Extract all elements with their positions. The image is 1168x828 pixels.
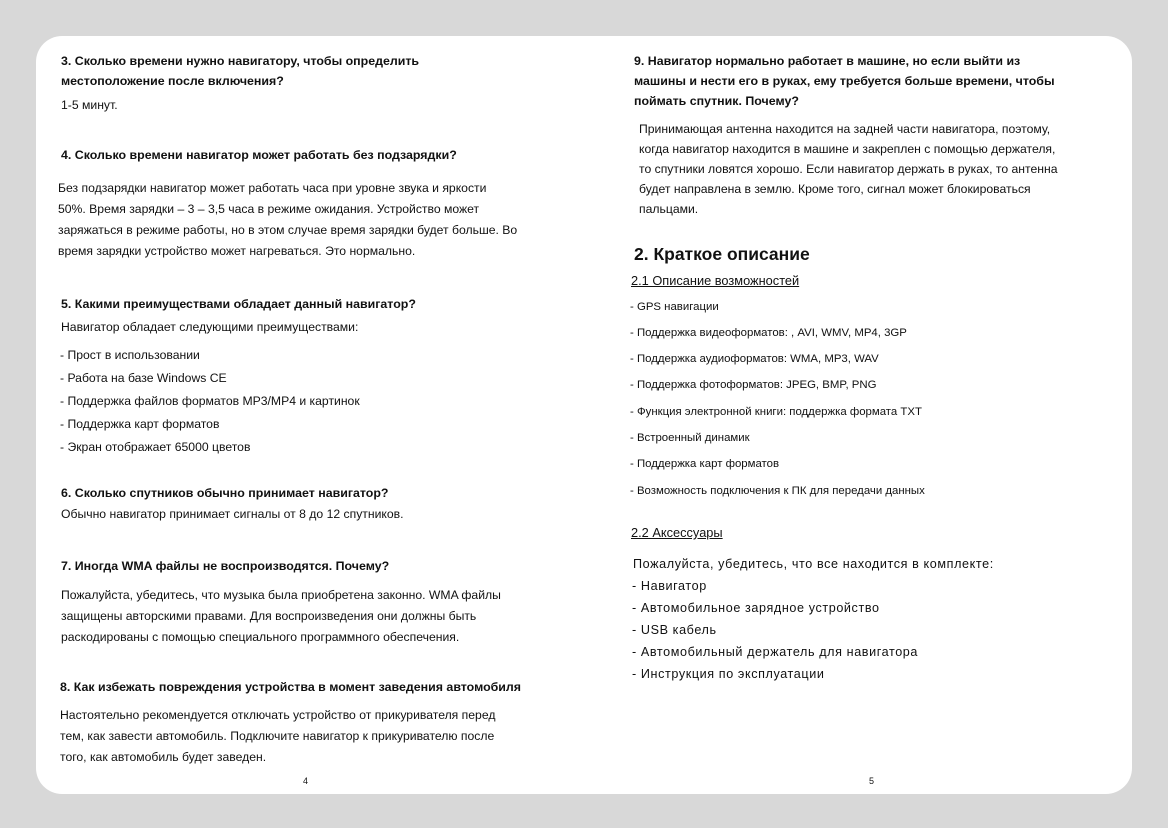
feature-item: - Поддержка видеоформатов: , AVI, WMV, MP4, 3GP [630, 327, 907, 339]
q5-intro: Навигатор обладает следующими преимуществами: [61, 320, 359, 334]
accessories-intro: Пожалуйста, убедитесь, что все находится в комплекте: [633, 557, 994, 571]
q3-title [61, 51, 419, 91]
page-left [36, 36, 584, 794]
page-right [584, 36, 1132, 794]
feature-item: - Функция электронной книги: поддержка формата TXT [630, 406, 922, 418]
q3-answer: 1-5 минут. [61, 98, 118, 112]
q6-answer: Обычно навигатор принимает сигналы от 8 до 12 спутников. [61, 507, 404, 521]
list-item: - Работа на базе Windows CE [60, 371, 227, 385]
q7-answer-line: защищены авторскими правами. Для воспроизведения они должны быть [61, 609, 477, 623]
feature-item: - Поддержка фотоформатов: JPEG, BMP, PNG [630, 379, 877, 391]
list-item: - Автомобильный держатель для навигатора [632, 645, 919, 659]
q9-answer-line: когда навигатор находится в машине и закреплен с помощью держателя, [639, 142, 1056, 156]
q9-answer-line: Принимающая антенна находится на задней части навигатора, поэтому, [639, 122, 1051, 136]
feature-item: - Встроенный динамик [630, 432, 750, 444]
feature-item: - Возможность подключения к ПК для передачи данных [630, 485, 925, 497]
q7-title: 7. Иногда WMA файлы не воспроизводятся. Почему? [61, 559, 390, 573]
q7-answer-line: раскодированы с помощью специального программного обеспечения. [61, 630, 460, 644]
list-item: - Прост в использовании [60, 348, 200, 362]
page-number: 4 [303, 776, 309, 786]
q4-answer-line: время зарядки устройство может нагреваться. Это нормально. [58, 244, 416, 258]
list-item: - Поддержка файлов форматов MP3/MP4 и картинок [60, 394, 360, 408]
q9-answer-line: будет направлена в землю. Кроме того, сигнал может блокироваться [639, 182, 1031, 196]
list-item: - Автомобильное зарядное устройство [632, 601, 880, 615]
q8-title: 8. Как избежать повреждения устройства в момент заведения автомобиля [60, 680, 522, 694]
accessories-list [632, 575, 918, 685]
q7-answer [61, 585, 501, 648]
list-item: - Инструкция по эксплуатации [632, 667, 825, 681]
q8-answer-line: того, как автомобиль будет заведен. [60, 750, 267, 764]
list-item: - Навигатор [632, 579, 707, 593]
feature-item: - Поддержка карт форматов [630, 458, 780, 470]
q8-answer [60, 705, 495, 768]
feature-item: - Поддержка аудиоформатов: WMA, MP3, WAV [630, 353, 879, 365]
q9-answer-line: то спутники ловятся хорошо. Если навигатор держать в руках, то антенна [639, 162, 1058, 176]
q7-answer-line: Пожалуйста, убедитесь, что музыка была приобретена законно. WMA файлы [61, 588, 501, 602]
q4-answer-line: 50%. Время зарядки – 3 – 3,5 часа в режиме ожидания. Устройство может [58, 202, 480, 216]
q9-title-line: поймать спутник. Почему? [634, 94, 799, 108]
subsection-heading-features: 2.1 Описание возможностей [631, 273, 800, 288]
list-item: - Экран отображает 65000 цветов [60, 440, 251, 454]
list-item: - Поддержка карт форматов [60, 417, 220, 431]
q8-answer-line: Настоятельно рекомендуется отключать устройство от прикуривателя перед [60, 708, 496, 722]
q5-list [60, 344, 360, 459]
q6-title: 6. Сколько спутников обычно принимает навигатор? [61, 486, 389, 500]
q3-title-line: местоположение после включения? [61, 74, 284, 88]
q9-title-line: 9. Навигатор нормально работает в машине, но если выйти из [634, 54, 1021, 68]
booklet-spread [36, 36, 1132, 794]
q4-title: 4. Сколько времени навигатор может работать без подзарядки? [61, 148, 457, 162]
subsection-heading-accessories: 2.2 Аксессуары [631, 525, 723, 540]
q9-answer-line: пальцами. [639, 202, 699, 216]
section-heading: 2. Краткое описание [634, 244, 810, 264]
list-item: - USB кабель [632, 623, 717, 637]
q9-title-line: машины и нести его в руках, ему требуется больше времени, чтобы [634, 74, 1055, 88]
q5-title: 5. Какими преимуществами обладает данный навигатор? [61, 297, 416, 311]
q8-answer-line: тем, как завести автомобиль. Подключите навигатор к прикуривателю после [60, 729, 495, 743]
q4-answer [58, 178, 517, 262]
q4-answer-line: Без подзарядки навигатор может работать часа при уровне звука и яркости [58, 181, 487, 195]
page-number: 5 [869, 776, 875, 786]
q3-title-line: 3. Сколько времени нужно навигатору, чтобы определить [61, 54, 420, 68]
q9-title [634, 51, 1055, 111]
q4-answer-line: заряжаться в режиме работы, но в этом случае время зарядки будет больше. Во [58, 223, 518, 237]
feature-item: - GPS навигации [630, 301, 719, 313]
q9-answer [639, 119, 1057, 219]
